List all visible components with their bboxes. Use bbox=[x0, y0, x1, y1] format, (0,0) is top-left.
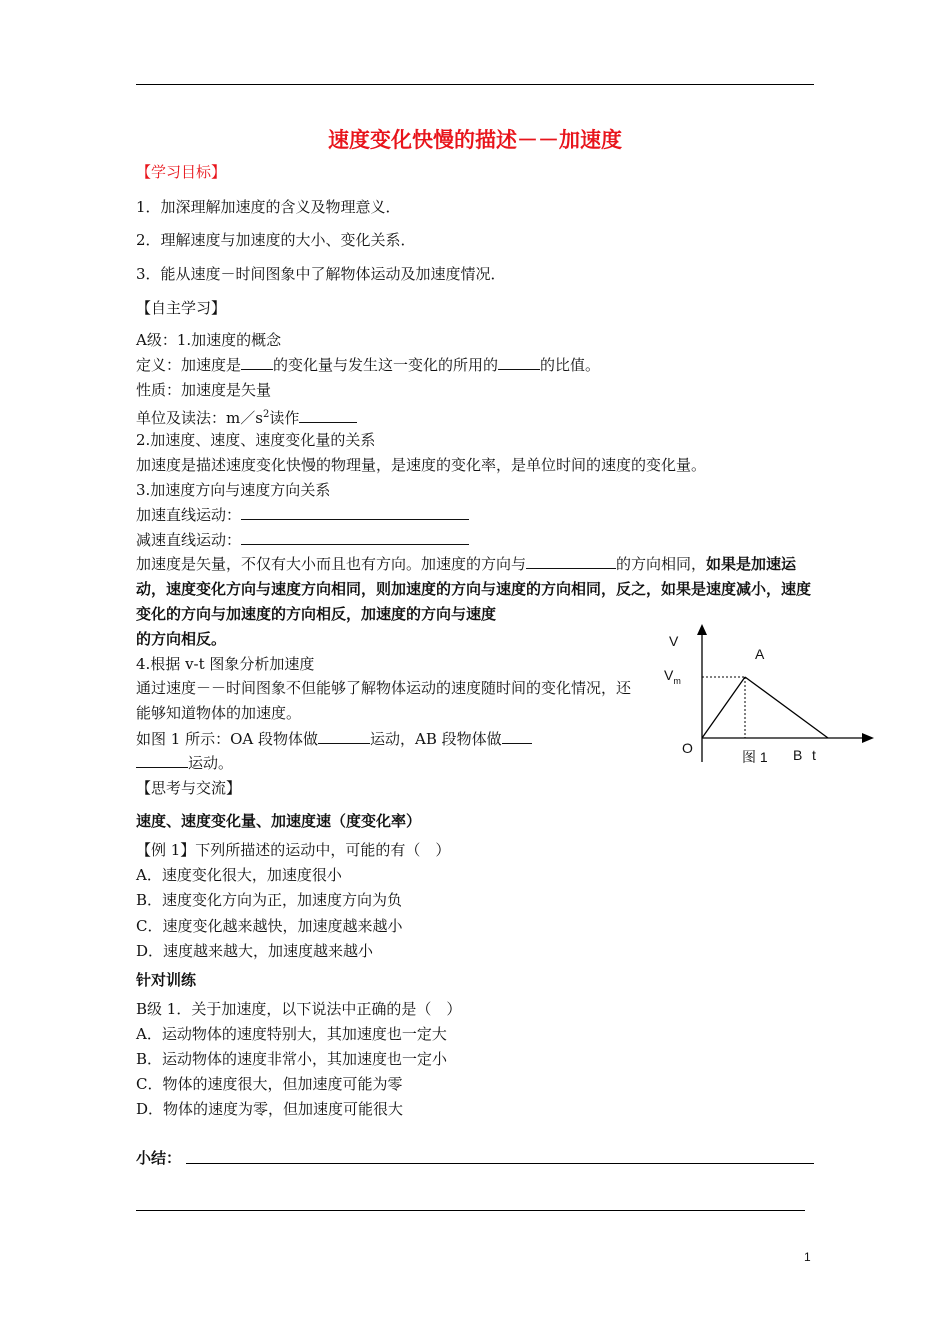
vector-text: 加速度是矢量，不仅有大小而且也有方向。加速度的方向与 bbox=[136, 555, 527, 573]
definition-line bbox=[136, 355, 600, 375]
figure-question-end bbox=[136, 753, 233, 773]
unit-blank[interactable] bbox=[299, 408, 357, 423]
b-level-question: B级 1．关于加速度，以下说法中正确的是（ ） bbox=[136, 1000, 462, 1018]
header-rule bbox=[136, 84, 814, 85]
figure-question-line bbox=[136, 729, 532, 749]
think-header: 【思考与交流】 bbox=[136, 779, 242, 797]
relation-header: 2.加速度、速度、速度变化量的关系 bbox=[136, 431, 376, 449]
example-question: 【例 1】下列所描述的运动中，可能的有（ ） bbox=[136, 841, 451, 859]
topic-heading: 速度、速度变化量、加速度速（度变化率） bbox=[136, 812, 422, 830]
relation-text: 加速度是描述速度变化快慢的物理量，是速度的变化率，是单位时间的速度的变化量。 bbox=[136, 456, 707, 474]
accel-motion-label: 加速直线运动： bbox=[136, 506, 242, 524]
self-study-header: 【自主学习】 bbox=[136, 299, 227, 317]
vector-text: 的方向相同， bbox=[616, 555, 707, 573]
example-option: B．速度变化方向为正，加速度方向为负 bbox=[136, 891, 403, 909]
vm-text: V bbox=[664, 667, 674, 683]
definition-blank-2[interactable] bbox=[498, 355, 540, 370]
vm-label bbox=[664, 667, 681, 686]
figure-question-text: 运动，AB 段物体做 bbox=[369, 730, 502, 748]
summary-blank[interactable] bbox=[186, 1163, 814, 1164]
footer-rule bbox=[136, 1210, 805, 1211]
goal-item: 1．加深理解加速度的含义及物理意义． bbox=[136, 198, 401, 216]
t-axis-label: t bbox=[812, 747, 816, 763]
ab-motion-blank[interactable] bbox=[502, 729, 532, 744]
property-line: 性质：加速度是矢量 bbox=[136, 381, 272, 399]
goals-header: 【学习目标】 bbox=[136, 163, 227, 181]
decel-motion-label: 减速直线运动： bbox=[136, 531, 242, 549]
oa-segment bbox=[702, 677, 745, 738]
example-option: D．速度越来越大，加速度越来越小 bbox=[136, 942, 374, 960]
goal-item: 3．能从速度－时间图象中了解物体运动及加速度情况． bbox=[136, 265, 506, 283]
decel-motion-line bbox=[136, 530, 469, 550]
definition-text: 定义：加速度是 bbox=[136, 356, 242, 374]
unit-superscript: 2 bbox=[262, 409, 270, 420]
vector-paragraph bbox=[136, 552, 816, 627]
vt-text: 通过速度－－时间图象不但能够了解物体运动的速度随时间的变化情况，还能够知道物体的加速度。 bbox=[136, 679, 632, 722]
x-axis-arrow bbox=[862, 733, 874, 743]
page-title: 速度变化快慢的描述－－加速度 bbox=[328, 128, 622, 152]
ab-segment bbox=[745, 677, 828, 738]
vm-subscript: m bbox=[673, 675, 681, 686]
b-level-option: D．物体的速度为零，但加速度可能很大 bbox=[136, 1100, 404, 1118]
unit-line bbox=[136, 405, 357, 428]
vt-header: 4.根据 v-t 图象分析加速度 bbox=[136, 655, 315, 673]
summary-label: 小结： bbox=[136, 1149, 182, 1167]
figure-question-text: 运动。 bbox=[188, 754, 234, 772]
point-a-label: A bbox=[755, 646, 765, 662]
oa-motion-blank[interactable] bbox=[318, 729, 370, 744]
vector-end-text: 的方向相反。 bbox=[136, 630, 227, 648]
b-level-option: A．运动物体的速度特别大，其加速度也一定大 bbox=[136, 1025, 447, 1043]
origin-label: O bbox=[682, 740, 693, 756]
figure-question-text: 如图 1 所示：OA 段物体做 bbox=[136, 730, 318, 748]
accel-motion-line bbox=[136, 505, 469, 525]
vector-blank[interactable] bbox=[526, 554, 616, 569]
decel-motion-blank[interactable] bbox=[241, 530, 469, 545]
ab-motion-blank-cont[interactable] bbox=[136, 753, 188, 768]
example-option: C．速度变化越来越快，加速度越来越小 bbox=[136, 917, 403, 935]
accel-motion-blank[interactable] bbox=[241, 505, 469, 520]
point-b-label: B bbox=[793, 747, 803, 763]
definition-text: 的比值。 bbox=[540, 356, 601, 374]
v-axis-label: V bbox=[669, 633, 679, 649]
figure-label: 图 1 bbox=[742, 749, 768, 765]
unit-text: 单位及读法：m／s bbox=[136, 409, 263, 427]
example-option: A．速度变化很大，加速度很小 bbox=[136, 866, 342, 884]
a-level-heading: A级：1.加速度的概念 bbox=[136, 331, 282, 349]
direction-header: 3.加速度方向与速度方向关系 bbox=[136, 481, 331, 499]
unit-text: 读作 bbox=[269, 409, 300, 427]
vector-bold-text: 如果是加速运动，速度变化方向与速度方向相同，则加速度的方向与速度的方向相同，反之，如果是速度减小，速度变化的方向与加速度的方向相反，加速度的方向与速度 bbox=[136, 555, 812, 623]
b-level-option: B．运动物体的速度非常小，其加速度也一定小 bbox=[136, 1050, 448, 1068]
page-number: 1 bbox=[804, 1250, 811, 1264]
definition-text: 的变化量与发生这一变化的所用的 bbox=[273, 356, 499, 374]
definition-blank-1[interactable] bbox=[241, 355, 273, 370]
training-header: 针对训练 bbox=[136, 971, 197, 989]
goal-item: 2．理解速度与加速度的大小、变化关系． bbox=[136, 231, 416, 249]
b-level-option: C．物体的速度很大，但加速度可能为零 bbox=[136, 1075, 403, 1093]
